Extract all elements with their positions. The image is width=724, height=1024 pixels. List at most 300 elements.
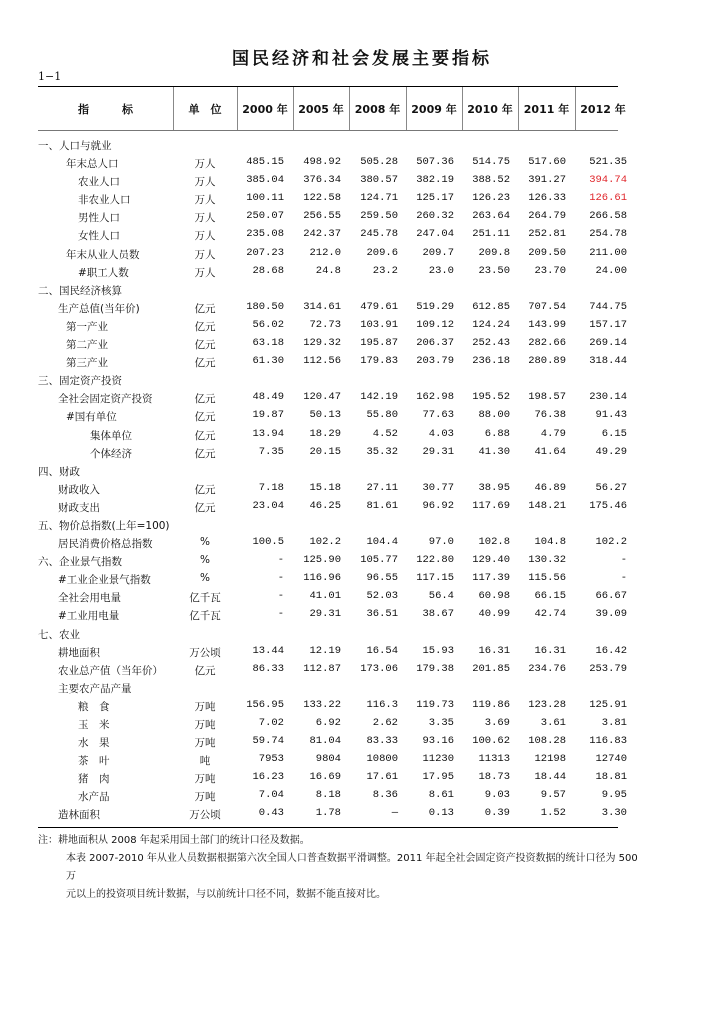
row-label: 男性人口	[78, 212, 120, 225]
row-value: 4.79	[540, 427, 566, 440]
row-value: 76.38	[534, 409, 566, 422]
row-value: 13.44	[252, 644, 284, 657]
row-label: 个体经济	[90, 447, 132, 460]
row-unit: 亿元	[194, 411, 216, 424]
table-row	[38, 606, 627, 624]
row-label: 四、财政	[38, 465, 80, 478]
row-label: 耕地面积	[58, 646, 100, 659]
row-value: 129.32	[303, 337, 341, 350]
row-value: 394.74	[589, 174, 627, 187]
row-value: 72.73	[309, 318, 341, 331]
row-value: 2.62	[372, 717, 398, 729]
row-value: 385.04	[246, 174, 284, 187]
row-unit: 亿元	[194, 320, 216, 333]
header-year: 2008 年	[354, 102, 401, 116]
row-value: -	[277, 572, 284, 585]
row-label: 全社会固定资产投资	[58, 393, 153, 406]
row-value: 16.69	[309, 771, 341, 784]
row-value: 103.91	[360, 318, 398, 331]
row-value: 39.09	[595, 608, 627, 621]
row-value: 266.58	[589, 210, 627, 223]
row-value: 10800	[366, 753, 398, 766]
table-row	[38, 208, 627, 226]
row-value: 15.93	[422, 644, 454, 657]
row-unit: 万人	[194, 248, 216, 261]
row-unit: 亿元	[194, 483, 216, 496]
row-value: 105.77	[360, 554, 398, 567]
row-value: 122.58	[303, 192, 341, 205]
row-value: 236.18	[472, 355, 510, 368]
row-value: 126.23	[472, 192, 510, 205]
row-value: 29.31	[309, 608, 341, 621]
table-row	[38, 787, 627, 805]
row-unit: 亿元	[194, 501, 216, 514]
row-value: 124.24	[472, 318, 510, 331]
row-value: 247.04	[416, 228, 454, 241]
row-value: 109.12	[416, 318, 454, 331]
row-unit: 亿千瓦	[189, 610, 221, 623]
row-value: 100.11	[246, 192, 284, 205]
row-value: 235.08	[246, 228, 284, 241]
row-value: 142.19	[360, 391, 398, 404]
row-value: 41.64	[534, 445, 566, 458]
row-value: 77.63	[422, 409, 454, 422]
table-row	[38, 299, 627, 317]
row-value: 23.50	[478, 264, 510, 277]
row-unit: 亿元	[194, 664, 216, 677]
table-row	[38, 769, 627, 787]
row-unit: 亿元	[194, 339, 216, 352]
page-title: 国民经济和社会发展主要指标	[232, 49, 492, 69]
row-value: 100.62	[472, 735, 510, 748]
header-year: 2005 年	[298, 102, 344, 116]
table-row	[38, 588, 627, 606]
table-row	[38, 570, 627, 588]
row-value: 263.64	[472, 210, 510, 223]
row-label: #职工人数	[78, 266, 129, 279]
table-row	[38, 154, 627, 172]
row-value: 126.61	[589, 192, 627, 205]
row-value: 479.61	[360, 300, 398, 313]
row-unit: %	[200, 554, 210, 567]
row-unit: 万吨	[194, 737, 216, 750]
row-value: 46.89	[534, 481, 566, 494]
row-value: 120.47	[303, 391, 341, 404]
row-value: 173.06	[360, 662, 398, 675]
row-value: 7.35	[258, 445, 284, 458]
row-value: 744.75	[589, 300, 627, 313]
row-value: 88.00	[478, 409, 510, 422]
row-unit: 万人	[194, 158, 216, 171]
row-value: 3.69	[484, 717, 510, 729]
table-bottom-rule	[38, 827, 618, 828]
row-value: 86.33	[252, 662, 284, 675]
row-unit: %	[200, 572, 210, 585]
row-value: 143.99	[528, 318, 566, 331]
row-label: 主要农产品产量	[58, 682, 132, 695]
row-value: 59.74	[252, 735, 284, 748]
row-value: -	[277, 554, 284, 567]
row-label: 农业总产值（当年价）	[58, 664, 163, 677]
row-value: 254.78	[589, 228, 627, 241]
table-row	[38, 136, 618, 154]
row-label: 女性人口	[78, 230, 120, 243]
table-code: 1−1	[38, 70, 62, 83]
row-label: 玉 米	[78, 719, 110, 731]
row-value: 29.31	[422, 445, 454, 458]
row-value: 207.23	[246, 246, 284, 259]
row-label: 造林面积	[58, 809, 100, 822]
row-label: 年末从业人员数	[66, 248, 140, 261]
row-value: 314.61	[303, 300, 341, 313]
row-label: 年末总人口	[66, 158, 119, 171]
table-row	[38, 245, 627, 263]
row-value: 388.52	[472, 174, 510, 187]
row-label: 五、物价总指数(上年=100)	[38, 519, 170, 532]
row-value: 157.17	[589, 318, 627, 331]
row-value: 6.88	[484, 427, 510, 440]
row-label: #国有单位	[66, 411, 117, 424]
row-label: 农业人口	[78, 176, 120, 189]
row-value: 209.7	[422, 246, 454, 259]
row-value: 612.85	[472, 300, 510, 313]
row-value: 55.80	[366, 409, 398, 422]
row-value: 230.14	[589, 391, 627, 404]
row-value: 97.0	[428, 536, 454, 549]
row-label: 三、固定资产投资	[38, 375, 122, 388]
row-value: 280.89	[528, 355, 566, 368]
row-value: 175.46	[589, 499, 627, 512]
row-value: 63.18	[252, 337, 284, 350]
row-label: 七、农业	[38, 628, 80, 641]
row-value: 250.07	[246, 210, 284, 223]
header-year: 2010 年	[467, 102, 513, 116]
row-label: 居民消费价格总指数	[58, 538, 153, 551]
header-year: 2000 年	[242, 102, 288, 116]
header-year: 2009 年	[411, 102, 457, 116]
row-value: 66.15	[534, 590, 566, 603]
row-value: 17.95	[422, 771, 454, 784]
row-value: 507.36	[416, 156, 454, 169]
row-value: 234.76	[528, 662, 566, 675]
row-value: 18.44	[534, 771, 566, 784]
row-value: 24.8	[315, 264, 341, 277]
row-value: 156.95	[246, 698, 284, 711]
row-value: 3.30	[601, 807, 627, 820]
table-row	[38, 697, 627, 715]
row-value: 11230	[422, 753, 454, 766]
row-value: 116.96	[303, 572, 341, 585]
row-value: 102.8	[478, 536, 510, 549]
row-value: 6.92	[315, 717, 341, 729]
row-value: 282.66	[528, 337, 566, 350]
row-value: -	[277, 590, 284, 603]
row-label: 生产总值(当年价)	[58, 302, 140, 315]
table-row	[38, 498, 627, 516]
row-value: 23.04	[252, 499, 284, 512]
header-year: 2011 年	[523, 102, 570, 116]
header-indicator: 指 标	[78, 102, 133, 116]
row-value: 122.80	[416, 554, 454, 567]
row-value: 124.71	[360, 192, 398, 205]
row-value: 514.75	[472, 156, 510, 169]
row-value: 93.16	[422, 735, 454, 748]
header-unit: 单 位	[188, 102, 222, 116]
table-row	[38, 733, 627, 751]
table-body	[38, 136, 627, 824]
row-unit: 万吨	[194, 719, 216, 731]
row-value: 251.11	[472, 228, 510, 241]
row-value: 56.4	[428, 590, 454, 603]
row-value: -	[620, 572, 627, 585]
row-value: 505.28	[360, 156, 398, 169]
table-row	[38, 679, 618, 697]
table-row	[38, 389, 627, 407]
row-value: 102.2	[309, 536, 341, 549]
row-value: 104.8	[534, 536, 566, 549]
row-value: 117.69	[472, 499, 510, 512]
row-label: 第二产业	[66, 339, 108, 352]
row-value: 8.18	[315, 789, 341, 802]
row-label: #工业用电量	[58, 610, 120, 623]
row-unit: 亿元	[194, 393, 216, 406]
row-value: 83.33	[366, 735, 398, 748]
row-value: 253.79	[589, 662, 627, 675]
row-value: 264.79	[528, 210, 566, 223]
table-row	[38, 462, 618, 480]
row-value: 260.32	[416, 210, 454, 223]
row-value: 8.36	[372, 789, 398, 802]
row-value: 91.43	[595, 409, 627, 422]
row-value: 119.73	[416, 698, 454, 711]
row-label: 财政收入	[58, 483, 100, 496]
row-value: 41.30	[478, 445, 510, 458]
row-value: 42.74	[534, 608, 566, 621]
row-unit: 万人	[194, 194, 216, 207]
row-value: 100.5	[252, 536, 284, 549]
row-label: 财政支出	[58, 501, 100, 514]
row-value: 49.29	[595, 445, 627, 458]
row-value: 16.54	[366, 644, 398, 657]
row-value: 9804	[315, 753, 341, 766]
row-value: 117.15	[416, 572, 454, 585]
row-value: 252.81	[528, 228, 566, 241]
row-value: 382.19	[416, 174, 454, 187]
row-unit: 万人	[194, 212, 216, 225]
row-value: 28.68	[252, 264, 284, 277]
table-row	[38, 226, 627, 244]
row-value: 13.94	[252, 427, 284, 440]
row-value: 1.78	[315, 807, 341, 820]
row-value: 179.38	[416, 662, 454, 675]
table-row	[38, 480, 627, 498]
row-value: 56.02	[252, 318, 284, 331]
row-value: 16.31	[478, 644, 510, 657]
table-row	[38, 426, 627, 444]
row-value: 206.37	[416, 337, 454, 350]
table-row	[38, 625, 618, 643]
row-value: 18.29	[309, 427, 341, 440]
footnote: 注：耕地面积从 2008 年起采用国土部门的统计口径及数据。	[38, 835, 310, 846]
row-value: 8.61	[428, 789, 454, 802]
row-value: 52.03	[366, 590, 398, 603]
row-label: #工业企业景气指数	[58, 574, 151, 587]
footnotes	[38, 832, 638, 904]
row-value: 201.85	[472, 662, 510, 675]
row-value: 9.57	[540, 789, 566, 802]
row-value: -	[277, 608, 284, 621]
footnote: 元以上的投资项目统计数据，与以前统计口径不同，数据不能直接对比。	[66, 889, 386, 900]
table-row	[38, 715, 627, 733]
row-unit: 万吨	[194, 700, 216, 713]
row-value: 517.60	[528, 156, 566, 169]
row-value: 108.28	[528, 735, 566, 748]
row-value: 104.4	[366, 536, 398, 549]
row-value: 16.42	[595, 644, 627, 657]
row-value: 19.87	[252, 409, 284, 422]
row-value: 23.70	[534, 264, 566, 277]
row-value: 380.57	[360, 174, 398, 187]
row-value: 203.79	[416, 355, 454, 368]
row-value: 130.32	[528, 554, 566, 567]
row-value: 212.0	[309, 246, 341, 259]
row-value: 198.57	[528, 391, 566, 404]
row-value: 50.13	[309, 409, 341, 422]
row-unit: 亿元	[194, 447, 216, 460]
row-value: 18.73	[478, 771, 510, 784]
table-row	[38, 534, 627, 552]
header-bottom-rule	[38, 130, 618, 131]
row-value: 24.00	[595, 264, 627, 277]
row-value: 126.33	[528, 192, 566, 205]
row-value: 30.77	[422, 481, 454, 494]
table-row	[38, 371, 618, 389]
row-unit: 亿千瓦	[189, 592, 221, 605]
row-value: 7953	[258, 753, 284, 766]
row-value: 27.11	[366, 481, 398, 494]
row-value: 23.2	[372, 264, 398, 277]
row-unit: 吨	[199, 755, 211, 768]
table-row	[38, 751, 627, 769]
row-value: 0.13	[428, 807, 454, 820]
row-value: 162.98	[416, 391, 454, 404]
row-value: 485.15	[246, 156, 284, 169]
row-value: 195.52	[472, 391, 510, 404]
row-value: 12.19	[309, 644, 341, 657]
row-label: 第三产业	[66, 357, 108, 370]
row-value: 245.78	[360, 228, 398, 241]
row-unit: 万公顷	[189, 809, 221, 822]
row-value: 7.04	[258, 789, 284, 802]
row-value: 12740	[595, 753, 627, 766]
row-value: 9.03	[484, 789, 510, 802]
row-value: 3.61	[540, 717, 566, 729]
table-row	[38, 317, 627, 335]
row-unit: 万人	[194, 266, 216, 279]
row-label: 六、企业景气指数	[38, 556, 122, 569]
row-value: 318.44	[589, 355, 627, 368]
row-value: 102.2	[595, 536, 627, 549]
row-label: 猪 肉	[78, 773, 110, 786]
row-unit: 万吨	[194, 791, 216, 804]
row-value: 129.40	[472, 554, 510, 567]
row-value: 16.23	[252, 771, 284, 784]
row-value: 40.99	[478, 608, 510, 621]
row-value: 519.29	[416, 300, 454, 313]
row-value: 209.50	[528, 246, 566, 259]
row-value: 521.35	[589, 156, 627, 169]
row-value: 376.34	[303, 174, 341, 187]
row-label: 二、国民经济核算	[38, 284, 122, 297]
row-value: 3.35	[428, 717, 454, 729]
row-value: -	[620, 554, 627, 567]
row-value: 209.6	[366, 246, 398, 259]
row-value: 0.39	[484, 807, 510, 820]
row-value: 20.15	[309, 445, 341, 458]
row-value: 119.86	[472, 698, 510, 711]
row-unit: 万人	[194, 230, 216, 243]
row-value: 4.03	[428, 427, 454, 440]
row-value: 16.31	[534, 644, 566, 657]
row-value: 112.56	[303, 355, 341, 368]
row-value: 256.55	[303, 210, 341, 223]
table-row	[38, 172, 627, 190]
row-value: 391.27	[528, 174, 566, 187]
row-value: 1.52	[540, 807, 566, 820]
row-value: 17.61	[366, 771, 398, 784]
row-value: 125.90	[303, 554, 341, 567]
row-value: 498.92	[303, 156, 341, 169]
table-row	[38, 444, 627, 462]
table-row	[38, 643, 627, 661]
row-value: 115.56	[528, 572, 566, 585]
row-value: 11313	[478, 753, 510, 766]
row-label: 水产品	[78, 791, 110, 804]
row-value: 209.8	[478, 246, 510, 259]
row-value: 9.95	[601, 789, 627, 802]
row-value: 7.18	[258, 481, 284, 494]
table-row	[38, 190, 627, 208]
row-value: 66.67	[595, 590, 627, 603]
row-value: 36.51	[366, 608, 398, 621]
row-value: 269.14	[589, 337, 627, 350]
row-value: 23.0	[428, 264, 454, 277]
row-unit: 万人	[194, 176, 216, 189]
row-value: 116.3	[366, 698, 398, 711]
table-row	[38, 661, 627, 679]
row-value: 195.87	[360, 337, 398, 350]
header-year: 2012 年	[580, 102, 626, 116]
row-value: 148.21	[528, 499, 566, 512]
table-row	[38, 407, 627, 425]
row-unit: 亿元	[194, 302, 216, 315]
row-value: 60.98	[478, 590, 510, 603]
table-row	[38, 281, 618, 299]
row-value: 56.27	[595, 481, 627, 494]
row-label: 粮 食	[78, 700, 110, 713]
row-value: 38.95	[478, 481, 510, 494]
table-row	[38, 516, 618, 534]
row-value: 46.25	[309, 499, 341, 512]
row-unit: 亿元	[194, 429, 216, 442]
row-unit: 万公顷	[189, 646, 221, 659]
row-value: 12198	[534, 753, 566, 766]
row-value: 96.92	[422, 499, 454, 512]
row-value: 15.18	[309, 481, 341, 494]
row-value: 35.32	[366, 445, 398, 458]
row-value: 133.22	[303, 698, 341, 711]
row-value: 81.04	[309, 735, 341, 748]
